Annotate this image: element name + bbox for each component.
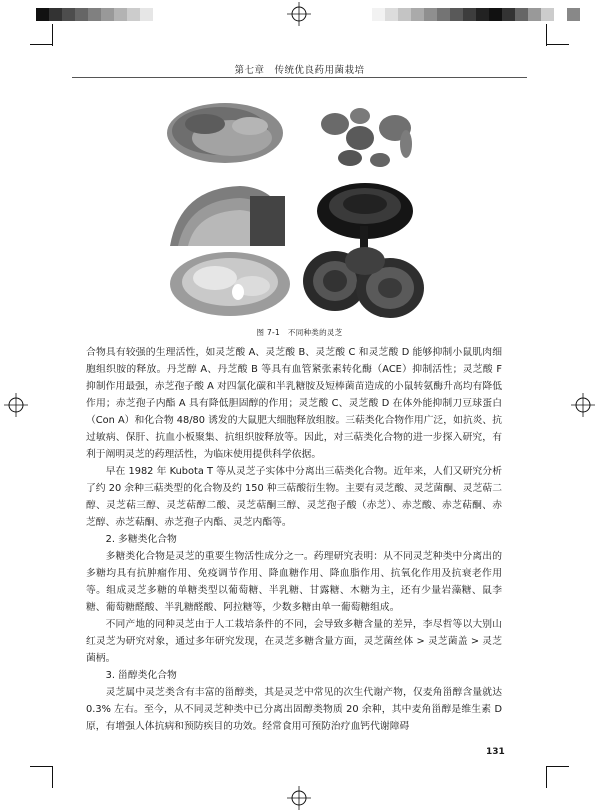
photo-dark-lingzhi — [317, 183, 413, 248]
photo-light-lingzhi — [170, 252, 290, 316]
registration-mark-bottom — [287, 786, 311, 810]
calibration-swatch — [463, 8, 476, 21]
page-number: 131 — [486, 747, 505, 757]
registration-mark-top — [287, 2, 311, 26]
color-calibration-strip-right — [372, 8, 580, 21]
photo-shelf-lingzhi — [170, 186, 285, 246]
section-heading: 2. 多糖类化合物 — [105, 534, 177, 545]
calibration-swatch — [49, 8, 62, 21]
photo-concentric-lingzhi — [303, 247, 424, 318]
calibration-swatch — [385, 8, 398, 21]
registration-mark-right — [571, 393, 595, 417]
paragraph: 多糖类化合物是灵芝的重要生物活性成分之一。药理研究表明：从不同灵芝种类中分离出的多糖均具有抗肿瘤作用、免疫调节作用、降血糖作用、降血脂作用、抗氧化作用及抗衰老作用等。组成灵芝多糖的单糖类型以葡萄糖、半乳糖、甘露糖、木糖为主，还有少量岩藻糖、鼠李糖、葡萄糖醛酸、半乳糖醛酸、阿拉糖等，少数多糖由单一葡萄糖组成。 — [86, 551, 502, 613]
calibration-swatch — [62, 8, 75, 21]
body-text — [86, 344, 502, 735]
calibration-swatch — [567, 8, 580, 21]
paragraph: 灵芝属中灵芝类含有丰富的甾醇类，其是灵芝中常见的次生代谢产物，仅麦角甾醇含量就达 0.3% 左右。至今，从不同灵芝种类中已分离出固醇类物质 20 余种，其中麦角甾醇是维生素 D 原，有增强人体抗病和预防疾目的功效。经常食用可预防治疗血钙代谢障碍 — [86, 687, 502, 732]
paragraph: 合物具有较强的生理活性，如灵芝酸 A、灵芝酸 B、灵芝酸 C 和灵芝酸 D 能够抑制小鼠肌肉细胞组织胺的释放。丹芝醇 A、丹芝酸 B 等具有血管紧张素转化酶（ACE）抑制活性；灵芝酸 F 抑制作用最强，赤芝孢子酸 A 对四氯化碳和半乳糖胺及短棒菌苗造成的小鼠转氨酶升高均有降低作用；赤芝孢子内酯 A 具有降低胆固醇的作用；灵芝酸 C、灵芝酸 D 在体外能抑制刀豆球蛋白（Con A）和化合物 48/80 诱发的大鼠肥大细胞释放组胺。三萜类化合物作用广泛，如抗炎、抗过敏病、保肝、抗血小板聚集、抗组织胺释放等。因此，对三萜类化合物的进一步探入研究，有利于阐明灵芝的药理活性，为临床使用提供科学依据。 — [86, 347, 503, 460]
calibration-swatch — [36, 8, 49, 21]
calibration-swatch — [437, 8, 450, 21]
calibration-swatch — [476, 8, 489, 21]
calibration-swatch — [450, 8, 463, 21]
photo-lumpy-lingzhi — [321, 108, 412, 167]
calibration-swatch — [127, 8, 140, 21]
calibration-swatch — [101, 8, 114, 21]
photo-clustered-lingzhi — [167, 103, 283, 163]
calibration-swatch — [489, 8, 502, 21]
calibration-swatch — [372, 8, 385, 21]
calibration-swatch — [515, 8, 528, 21]
calibration-swatch — [528, 8, 541, 21]
section-heading: 3. 甾醇类化合物 — [105, 670, 177, 681]
calibration-swatch — [88, 8, 101, 21]
figure-caption: 图 7-1 不同种类的灵芝 — [256, 328, 343, 337]
calibration-swatch — [411, 8, 424, 21]
header-rule — [72, 77, 527, 78]
calibration-swatch — [541, 8, 554, 21]
calibration-swatch — [398, 8, 411, 21]
paragraph: 早在 1982 年 Kubota T 等从灵芝子实体中分离出三萜类化合物。近年来，人们又研究分析了约 20 余种三萜类型的化合物及约 150 种三萜酸衍生物。主要有灵芝酸、灵芝菌酮、灵芝萜二醇、灵芝萜三醇、灵芝萜醇二酸、灵芝萜酮三醇、灵芝孢子酸（赤芝）、赤芝酸、赤芝萜酮、赤芝醇、赤芝萜酮、赤芝孢子内酯、灵芝内酯等。 — [86, 466, 502, 528]
calibration-swatch — [502, 8, 515, 21]
paragraph: 不同产地的同种灵芝由于人工栽培条件的不同，会导致多糖含量的差异，李尽哲等以大别山红灵芝为研究对象，通过多年研究发现，在灵芝多糖含量方面，灵芝菌丝体 > 灵芝菌盖 > 灵芝菌柄。 — [86, 619, 502, 664]
running-header: 第七章 传统优良药用菌栽培 — [234, 65, 365, 76]
calibration-swatch — [114, 8, 127, 21]
figure-lingzhi-photos — [160, 96, 440, 321]
registration-mark-left — [4, 393, 28, 417]
calibration-swatch — [140, 8, 153, 21]
calibration-swatch — [424, 8, 437, 21]
color-calibration-strip-left — [36, 8, 153, 21]
calibration-swatch — [554, 8, 567, 21]
calibration-swatch — [75, 8, 88, 21]
